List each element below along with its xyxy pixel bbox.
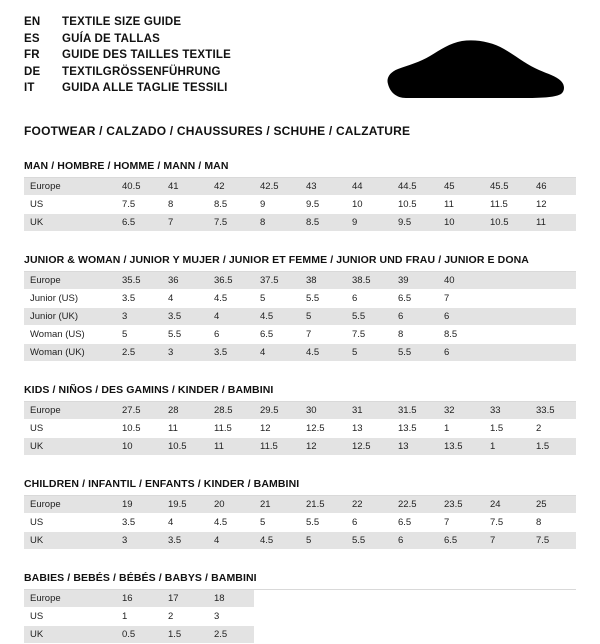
cell: [530, 308, 576, 326]
cell: 12: [300, 438, 346, 456]
row-label: Woman (US): [24, 326, 116, 344]
cell: 38: [300, 272, 346, 290]
cell: 20: [208, 496, 254, 514]
cell: 4: [162, 290, 208, 308]
row-label: UK: [24, 214, 116, 232]
cell: 3.5: [162, 532, 208, 550]
cell: 42: [208, 178, 254, 196]
cell: 31: [346, 402, 392, 420]
size-table-babies: [24, 590, 576, 644]
cell: 4.5: [254, 532, 300, 550]
cell: 3: [162, 344, 208, 362]
cell: 9.5: [392, 214, 438, 232]
cell-empty: [346, 608, 392, 626]
language-code: EN: [24, 16, 41, 28]
cell: 36.5: [208, 272, 254, 290]
cell-empty: [484, 590, 530, 608]
cell: [484, 308, 530, 326]
row-label: Junior (US): [24, 290, 116, 308]
language-title: GUIDA ALLE TAGLIE TESSILI: [62, 82, 228, 94]
table-row: [24, 196, 576, 214]
cell: 29.5: [254, 402, 300, 420]
cell: 28: [162, 402, 208, 420]
cell: 5.5: [346, 308, 392, 326]
cell: 21: [254, 496, 300, 514]
cell: 21.5: [300, 496, 346, 514]
cell: 6: [392, 308, 438, 326]
cell-empty: [254, 590, 300, 608]
cell-empty: [392, 608, 438, 626]
cell: 11: [438, 196, 484, 214]
cell: 5: [254, 514, 300, 532]
cell: 6: [438, 344, 484, 362]
group-heading: KIDS / NIÑOS / DES GAMINS / KINDER / BAMBINI: [24, 384, 576, 402]
language-title: TEXTILE SIZE GUIDE: [62, 16, 182, 28]
cell: 10.5: [162, 438, 208, 456]
cell: 38.5: [346, 272, 392, 290]
cell: 4.5: [300, 344, 346, 362]
cell: 32: [438, 402, 484, 420]
cell: 7: [300, 326, 346, 344]
language-code: FR: [24, 49, 40, 61]
cell-empty: [346, 590, 392, 608]
cell: 5.5: [300, 514, 346, 532]
cell: 40: [438, 272, 484, 290]
cell-empty: [300, 608, 346, 626]
cell: 24: [484, 496, 530, 514]
cell: 2: [162, 608, 208, 626]
cell: 5.5: [346, 532, 392, 550]
language-code: ES: [24, 32, 40, 45]
cell: 2.5: [116, 344, 162, 362]
row-label: Europe: [24, 402, 116, 420]
row-label: Woman (UK): [24, 344, 116, 362]
footwear-section-title: FOOTWEAR / CALZADO / CHAUSSURES / SCHUHE / CALZATURE: [24, 124, 411, 138]
cell: 13: [346, 420, 392, 438]
size-table-junior-woman: [24, 272, 576, 362]
cell: 12: [254, 420, 300, 438]
cell: [484, 272, 530, 290]
cell: 33.5: [530, 402, 576, 420]
cell: 6.5: [254, 326, 300, 344]
cell: 0.5: [116, 626, 162, 644]
cell: 31.5: [392, 402, 438, 420]
cell: 12.5: [300, 420, 346, 438]
row-label: Europe: [24, 590, 116, 608]
size-table-man: [24, 178, 576, 232]
cell: 6: [438, 308, 484, 326]
cell: 11.5: [484, 196, 530, 214]
table-row: [24, 608, 576, 626]
row-label: UK: [24, 626, 116, 644]
cell: 3.5: [162, 308, 208, 326]
group-babies: [24, 572, 576, 644]
cell: 5.5: [392, 344, 438, 362]
row-label: US: [24, 608, 116, 626]
cell-empty: [300, 590, 346, 608]
cell: 13.5: [392, 420, 438, 438]
group-kids: [24, 384, 576, 456]
cell: 28.5: [208, 402, 254, 420]
cell: 42.5: [254, 178, 300, 196]
cell: 44: [346, 178, 392, 196]
row-label: Europe: [24, 178, 116, 196]
table-row: [24, 532, 576, 550]
cell-empty: [530, 608, 576, 626]
dress-shoe-icon: [376, 38, 566, 104]
language-code: DE: [24, 65, 41, 78]
group-heading: JUNIOR & WOMAN / JUNIOR Y MUJER / JUNIOR ET FEMME / JUNIOR UND FRAU / JUNIOR E DONA: [24, 254, 576, 272]
cell: 6.5: [392, 514, 438, 532]
cell: 10.5: [484, 214, 530, 232]
cell-empty: [530, 590, 576, 608]
cell: 7: [438, 514, 484, 532]
cell: [484, 344, 530, 362]
cell: 11.5: [254, 438, 300, 456]
row-label: US: [24, 196, 116, 214]
cell: 13.5: [438, 438, 484, 456]
cell: 6: [208, 326, 254, 344]
cell: 11: [530, 214, 576, 232]
cell: 5: [346, 344, 392, 362]
cell: 4: [162, 514, 208, 532]
language-title: GUÍA DE TALLAS: [62, 32, 160, 45]
cell: 5: [116, 326, 162, 344]
cell-empty: [392, 626, 438, 644]
cell: 6.5: [392, 290, 438, 308]
cell: 19: [116, 496, 162, 514]
cell: 13: [392, 438, 438, 456]
cell: 4.5: [208, 514, 254, 532]
cell: 37.5: [254, 272, 300, 290]
table-row: [24, 326, 576, 344]
cell: 8.5: [208, 196, 254, 214]
table-row: [24, 420, 576, 438]
cell: 40.5: [116, 178, 162, 196]
cell-empty: [254, 608, 300, 626]
cell-empty: [300, 626, 346, 644]
cell: 3: [208, 608, 254, 626]
cell: [530, 290, 576, 308]
language-code: IT: [24, 82, 35, 94]
cell: 46: [530, 178, 576, 196]
cell: 10: [346, 196, 392, 214]
cell: 25: [530, 496, 576, 514]
cell: [530, 344, 576, 362]
document-header: [24, 16, 576, 108]
cell: 43: [300, 178, 346, 196]
cell: 11: [208, 438, 254, 456]
cell: 7: [484, 532, 530, 550]
cell: 8: [530, 514, 576, 532]
cell-empty: [438, 590, 484, 608]
cell: 41: [162, 178, 208, 196]
cell-empty: [346, 626, 392, 644]
cell: 11: [162, 420, 208, 438]
cell: 1.5: [162, 626, 208, 644]
row-label: Europe: [24, 496, 116, 514]
table-row: [24, 626, 576, 644]
cell: 2: [530, 420, 576, 438]
cell: 10.5: [116, 420, 162, 438]
table-row: [24, 290, 576, 308]
row-label: US: [24, 514, 116, 532]
cell: 6: [346, 514, 392, 532]
cell: 4.5: [208, 290, 254, 308]
cell: 10: [116, 438, 162, 456]
row-label: US: [24, 420, 116, 438]
language-title: GUIDE DES TAILLES TEXTILE: [62, 49, 231, 61]
cell: 8: [254, 214, 300, 232]
cell: 19.5: [162, 496, 208, 514]
cell: 23.5: [438, 496, 484, 514]
cell: 7.5: [208, 214, 254, 232]
cell: 36: [162, 272, 208, 290]
table-row: [24, 308, 576, 326]
cell: [484, 326, 530, 344]
cell: 5.5: [300, 290, 346, 308]
cell: 3: [116, 532, 162, 550]
cell: 12.5: [346, 438, 392, 456]
cell-empty: [392, 590, 438, 608]
cell: 5: [300, 308, 346, 326]
cell: 3.5: [116, 290, 162, 308]
cell: 11.5: [208, 420, 254, 438]
cell: 22.5: [392, 496, 438, 514]
cell: 6: [392, 532, 438, 550]
cell-empty: [484, 608, 530, 626]
cell-empty: [484, 626, 530, 644]
cell: 7: [438, 290, 484, 308]
cell: 1.5: [530, 438, 576, 456]
cell: 4.5: [254, 308, 300, 326]
cell: 2.5: [208, 626, 254, 644]
cell-empty: [438, 608, 484, 626]
cell: 5: [254, 290, 300, 308]
row-label: Europe: [24, 272, 116, 290]
table-row: [24, 178, 576, 196]
cell: 7.5: [116, 196, 162, 214]
cell: 1: [116, 608, 162, 626]
cell: 3.5: [116, 514, 162, 532]
group-heading: BABIES / BEBÉS / BÉBÉS / BABYS / BAMBINI: [24, 572, 576, 590]
cell: 1: [484, 438, 530, 456]
cell: 6.5: [116, 214, 162, 232]
cell: 39: [392, 272, 438, 290]
cell: 3.5: [208, 344, 254, 362]
cell: 17: [162, 590, 208, 608]
cell: 7.5: [346, 326, 392, 344]
cell: 7.5: [484, 514, 530, 532]
cell: 44.5: [392, 178, 438, 196]
size-table-children: [24, 496, 576, 550]
cell: 22: [346, 496, 392, 514]
cell: 1: [438, 420, 484, 438]
group-junior-woman: [24, 254, 576, 362]
cell: 45.5: [484, 178, 530, 196]
table-row: [24, 590, 576, 608]
cell: 45: [438, 178, 484, 196]
cell: 16: [116, 590, 162, 608]
cell: 10: [438, 214, 484, 232]
cell-empty: [438, 626, 484, 644]
table-row: [24, 496, 576, 514]
cell: 8: [392, 326, 438, 344]
language-title: TEXTILGRÖSSENFÜHRUNG: [62, 65, 221, 78]
cell: 4: [208, 308, 254, 326]
cell: [530, 272, 576, 290]
cell: 9: [346, 214, 392, 232]
row-label: Junior (UK): [24, 308, 116, 326]
cell: 30: [300, 402, 346, 420]
cell-empty: [254, 626, 300, 644]
table-row: [24, 402, 576, 420]
table-row: [24, 514, 576, 532]
cell-empty: [530, 626, 576, 644]
group-heading: CHILDREN / INFANTIL / ENFANTS / KINDER / BAMBINI: [24, 478, 576, 496]
cell: 18: [208, 590, 254, 608]
cell: [530, 326, 576, 344]
cell: 8.5: [438, 326, 484, 344]
cell: 9.5: [300, 196, 346, 214]
cell: 35.5: [116, 272, 162, 290]
cell: 8: [162, 196, 208, 214]
group-man: [24, 160, 576, 232]
cell: 6.5: [438, 532, 484, 550]
cell: 10.5: [392, 196, 438, 214]
cell: 9: [254, 196, 300, 214]
row-label: UK: [24, 438, 116, 456]
row-label: UK: [24, 532, 116, 550]
cell: [484, 290, 530, 308]
table-row: [24, 214, 576, 232]
cell: 1.5: [484, 420, 530, 438]
cell: 7: [162, 214, 208, 232]
cell: 5.5: [162, 326, 208, 344]
cell: 5: [300, 532, 346, 550]
cell: 6: [346, 290, 392, 308]
cell: 4: [254, 344, 300, 362]
group-children: [24, 478, 576, 550]
table-row: [24, 344, 576, 362]
language-row: [24, 16, 576, 33]
cell: 4: [208, 532, 254, 550]
size-table-kids: [24, 402, 576, 456]
table-row: [24, 438, 576, 456]
cell: 3: [116, 308, 162, 326]
cell: 8.5: [300, 214, 346, 232]
cell: 33: [484, 402, 530, 420]
cell: 27.5: [116, 402, 162, 420]
cell: 12: [530, 196, 576, 214]
table-row: [24, 272, 576, 290]
group-heading: MAN / HOMBRE / HOMME / MANN / MAN: [24, 160, 576, 178]
cell: 7.5: [530, 532, 576, 550]
